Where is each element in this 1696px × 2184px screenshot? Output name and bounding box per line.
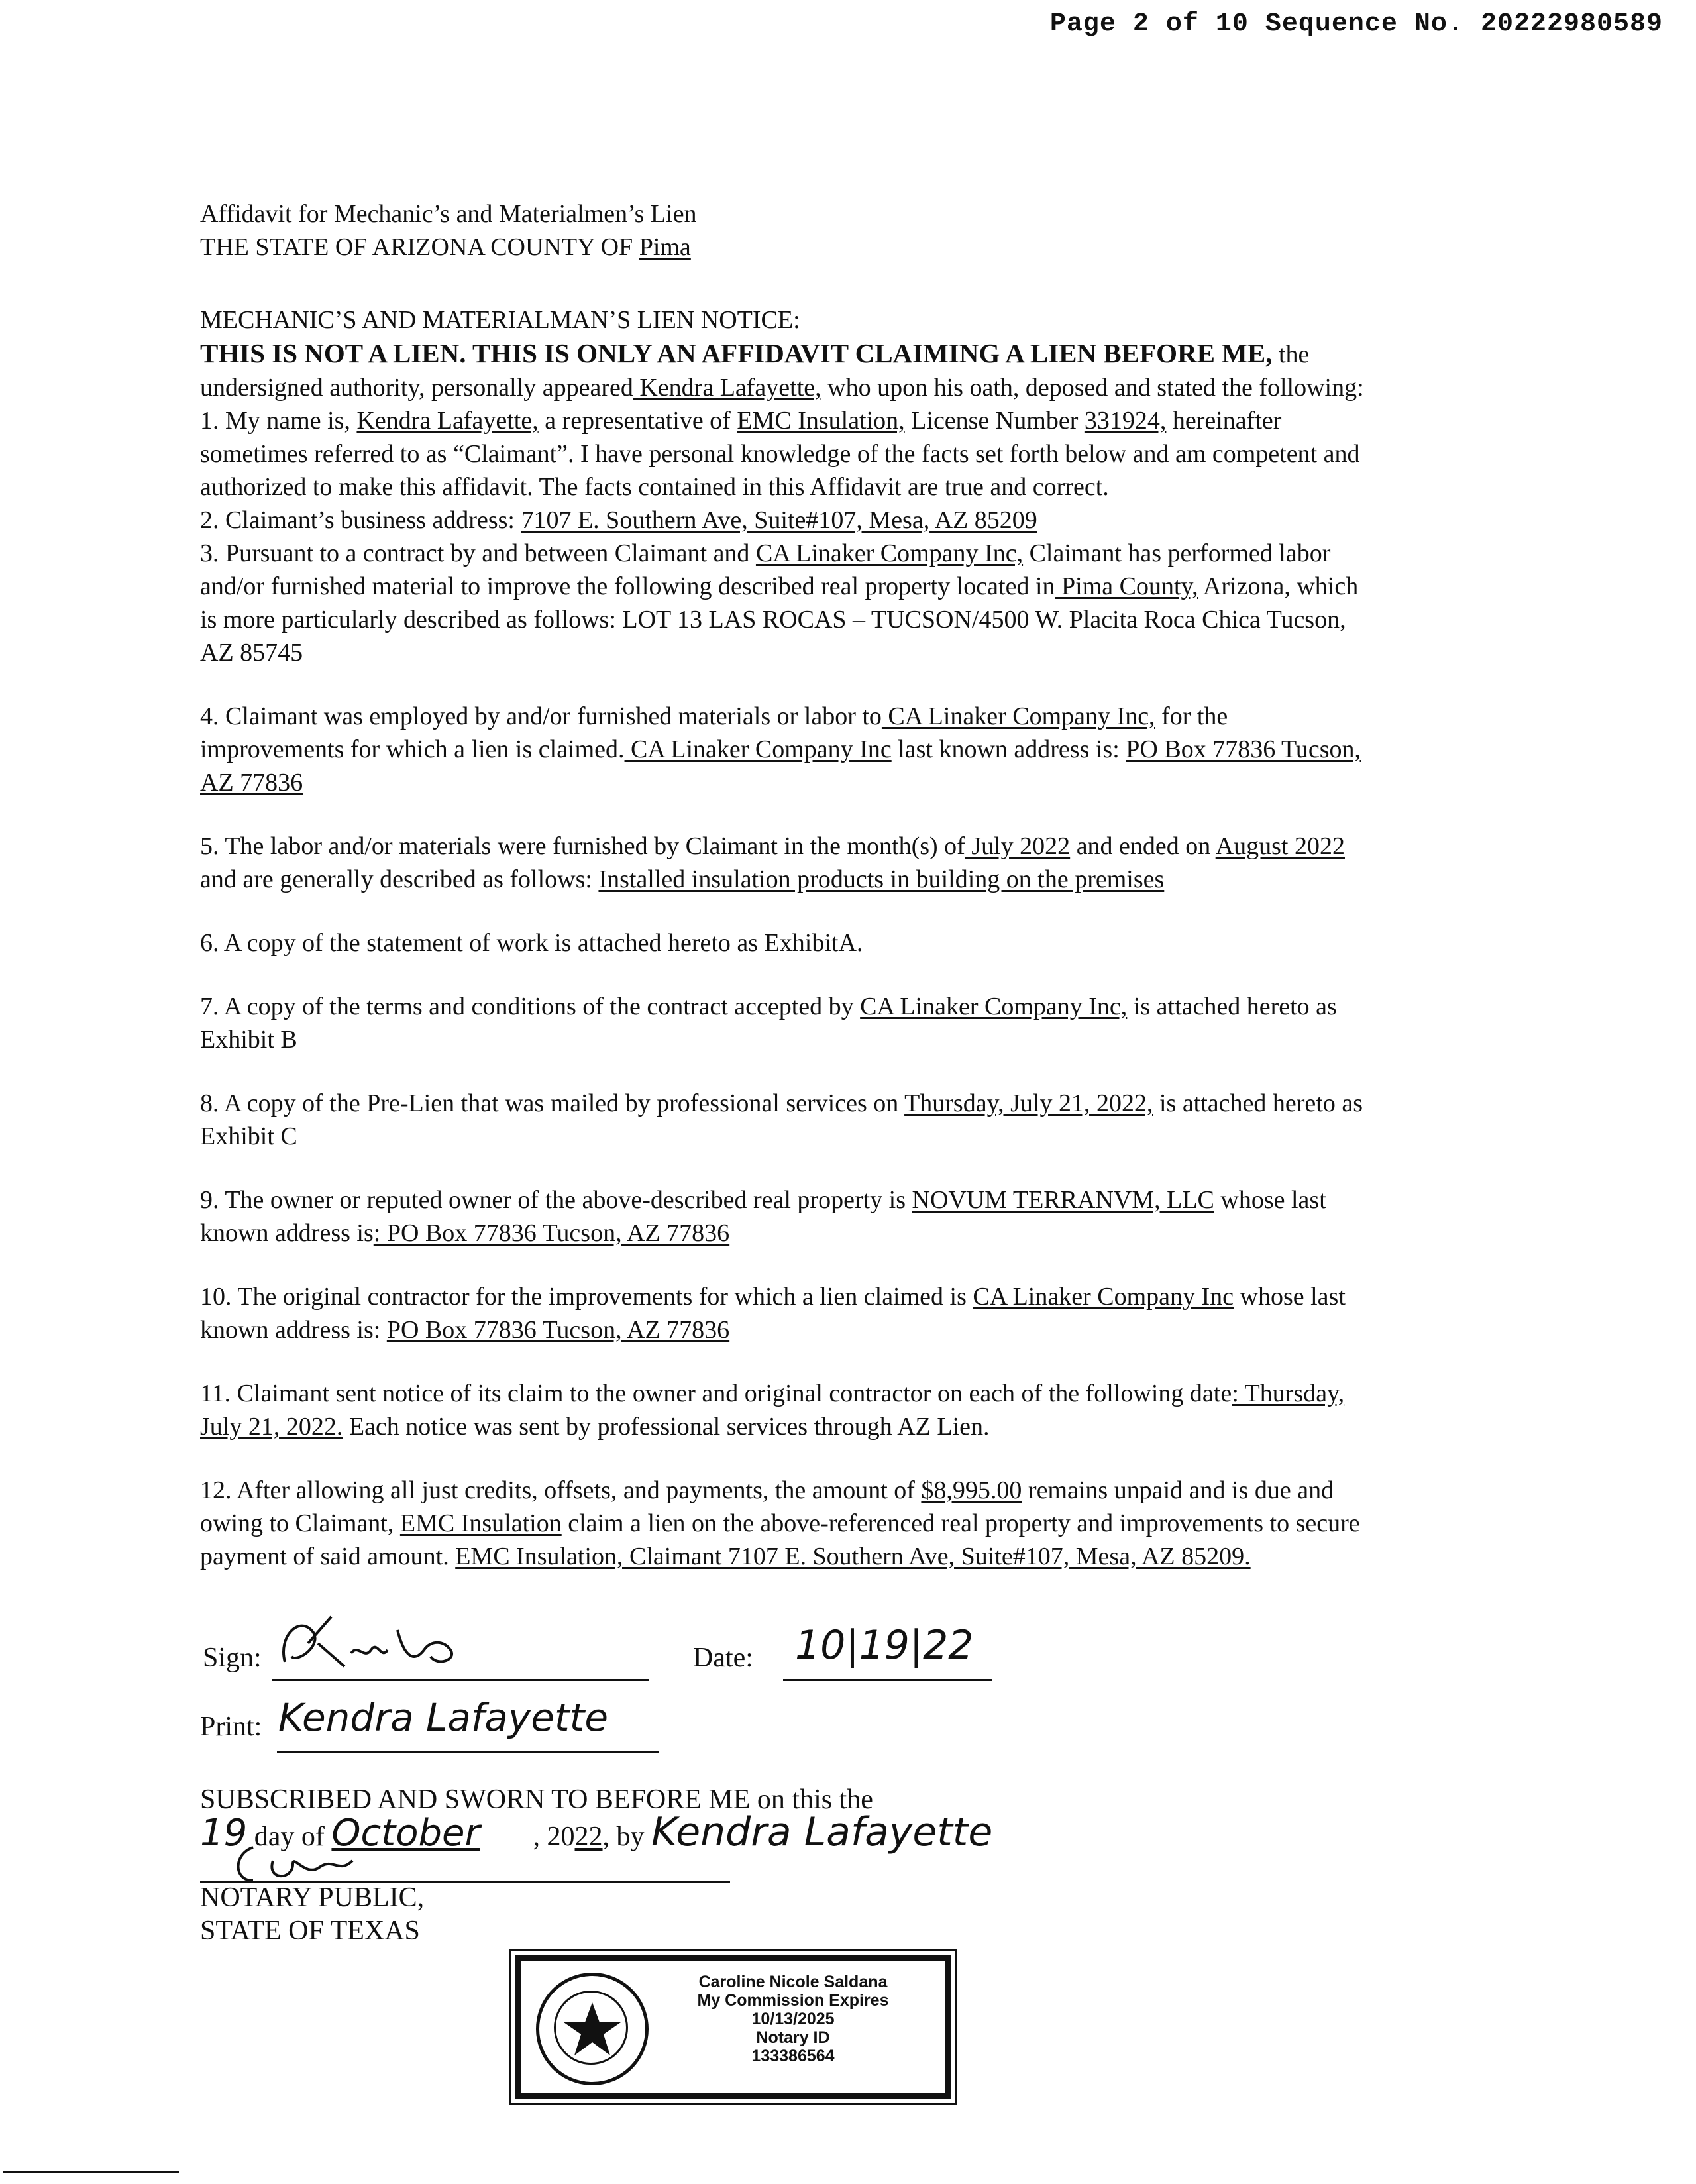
- paragraph-line: [200, 1410, 1489, 1443]
- text: claim a lien on the above-referenced real property and improvements to secure: [561, 1509, 1360, 1537]
- text: License Number: [904, 407, 1085, 435]
- text: for the: [1155, 702, 1228, 730]
- text: a representative of: [538, 407, 737, 435]
- notice-intro: [200, 371, 1489, 404]
- print-line: [277, 1751, 659, 1753]
- intro-text: undersigned authority, personally appeared: [200, 374, 633, 402]
- paragraph-10: [200, 1280, 1489, 1346]
- contractor-name: CA Linaker Company Inc,: [881, 702, 1155, 730]
- handwritten-day: 19: [200, 1812, 248, 1855]
- notice-tail: the: [1272, 341, 1310, 368]
- sworn-line: SUBSCRIBED AND SWORN TO BEFORE ME on this the: [200, 1784, 873, 1815]
- paragraph-line: is more particularly described as follows: LOT 13 LAS ROCAS – TUCSON/4500 W. Placita Roca Chica Tucson,: [200, 606, 1346, 633]
- title-line: Affidavit for Mechanic’s and Materialmen’s Lien: [200, 200, 697, 228]
- page-sequence-header: Page 2 of 10 Sequence No. 20222980589: [1049, 9, 1663, 39]
- paragraph-line: [200, 863, 1489, 896]
- text: 1. My name is,: [200, 407, 357, 435]
- paragraph-line: [200, 830, 1489, 863]
- paragraph-line: [200, 537, 1489, 570]
- paragraph-3: [200, 537, 1489, 669]
- county-value: Pima: [639, 233, 691, 261]
- text: 3. Pursuant to a contract by and between Claimant and: [200, 539, 756, 567]
- paragraph-line: [200, 570, 1489, 603]
- text: 7. A copy of the terms and conditions of the contract accepted by: [200, 993, 861, 1020]
- paragraph-4: [200, 700, 1489, 799]
- text: improvements for which a lien is claimed.: [200, 736, 625, 763]
- commission-expiry: 10/13/2025: [751, 2010, 835, 2028]
- text: 2. Claimant’s business address:: [200, 506, 521, 534]
- contractor-name: CA Linaker Company Inc,: [755, 539, 1024, 567]
- notary-stamp-text: [654, 1973, 932, 2065]
- text: Claimant has performed labor: [1023, 539, 1331, 567]
- claimant-name: Kendra Lafayette,: [356, 407, 539, 435]
- text: 10. The original contractor for the improvements for which a lien claimed is: [200, 1283, 973, 1311]
- text: and ended on: [1070, 832, 1216, 860]
- paragraph-line: Exhibit B: [200, 1026, 297, 1054]
- notary-seal: [536, 1973, 649, 2085]
- sign-line: [272, 1679, 649, 1681]
- text: payment of said amount.: [200, 1543, 456, 1570]
- paragraph-line: [200, 1474, 1489, 1507]
- pre-lien-date: Thursday, July 21, 2022,: [904, 1089, 1153, 1117]
- text: 9. The owner or reputed owner of the above-described real property is: [200, 1186, 912, 1214]
- commission-label: My Commission Expires: [697, 1991, 889, 2010]
- paragraph-line: authorized to make this affidavit. The facts contained in this Affidavit are true and correct.: [200, 473, 1109, 501]
- text: 4. Claimant was employed by and/or furnished materials or labor to: [200, 702, 882, 730]
- text: owing to Claimant,: [200, 1509, 400, 1537]
- notary-id-label: Notary ID: [756, 2028, 830, 2047]
- notice-heading: MECHANIC’S AND MATERIALMAN’S LIEN NOTICE:: [200, 306, 800, 334]
- paragraph-line: sometimes referred to as “Claimant”. I have personal knowledge of the facts set forth below and am competent and: [200, 440, 1360, 468]
- text: Arizona, which: [1198, 573, 1359, 600]
- notary-public-label: NOTARY PUBLIC,: [200, 1883, 425, 1913]
- star-icon: [559, 1996, 625, 2062]
- print-label: Print:: [200, 1712, 262, 1742]
- notary-name: Caroline Nicole Saldana: [698, 1973, 888, 1991]
- paragraph-line: [200, 766, 1489, 799]
- handwritten-print-name: Kendra Lafayette: [278, 1695, 609, 1740]
- text: last known address is:: [891, 736, 1126, 763]
- paragraph-line: Exhibit C: [200, 1122, 297, 1150]
- unpaid-amount: $8,995.00: [921, 1476, 1022, 1504]
- text: known address is:: [200, 1316, 387, 1344]
- text: whose last: [1214, 1186, 1326, 1214]
- paragraph-5: [200, 830, 1489, 896]
- paragraph-line: [200, 1217, 1489, 1250]
- notice-bold-line: [200, 337, 1489, 371]
- paragraph-line: [200, 1280, 1489, 1313]
- contractor-address: AZ 77836: [200, 769, 303, 796]
- text: remains unpaid and is due and: [1022, 1476, 1334, 1504]
- state-county-line: [200, 231, 1489, 264]
- handwritten-notarized-name: Kendra Lafayette: [651, 1809, 993, 1855]
- notice-date: : Thursday,: [1232, 1380, 1345, 1407]
- text: hereinafter: [1166, 407, 1282, 435]
- end-month: August 2022: [1215, 832, 1345, 860]
- text: 8. A copy of the Pre-Lien that was mailed by professional services on: [200, 1089, 905, 1117]
- date-line: [783, 1679, 992, 1681]
- affidavit-title: [200, 197, 1489, 264]
- text: is attached hereto as: [1127, 993, 1337, 1020]
- license-number: 331924,: [1084, 407, 1167, 435]
- state-county-label: THE STATE OF ARIZONA COUNTY OF: [200, 233, 639, 261]
- paragraph-line: [200, 1540, 1489, 1573]
- paragraph-line: [200, 1183, 1489, 1217]
- paragraph-1: [200, 404, 1489, 504]
- year-prefix: , 20: [533, 1822, 575, 1852]
- owner-name: NOVUM TERRANVM, LLC: [912, 1186, 1214, 1214]
- text: is attached hereto as: [1153, 1089, 1363, 1117]
- handwritten-signature: [272, 1610, 470, 1676]
- not-a-lien-statement: THIS IS NOT A LIEN. THIS IS ONLY AN AFFIDAVIT CLAIMING A LIEN BEFORE ME,: [200, 338, 1273, 368]
- paragraph-7: [200, 990, 1489, 1056]
- date-label: Date:: [693, 1643, 753, 1673]
- notary-id: 133386564: [751, 2047, 835, 2065]
- paragraph-line: [200, 1313, 1489, 1346]
- intro-text-b: who upon his oath, deposed and stated the following:: [821, 374, 1364, 402]
- paragraph-6: [200, 926, 1489, 959]
- text: known address is: [200, 1219, 374, 1247]
- by-label: , by: [602, 1822, 652, 1852]
- paragraph-2: [200, 504, 1489, 537]
- text: 12. After allowing all just credits, offsets, and payments, the amount of: [200, 1476, 922, 1504]
- text: Each notice was sent by professional services through AZ Lien.: [343, 1413, 990, 1441]
- claimant-address: EMC Insulation, Claimant 7107 E. Southern Ave, Suite#107, Mesa, AZ 85209.: [455, 1543, 1251, 1570]
- text: and are generally described as follows:: [200, 865, 599, 893]
- paragraph-line: [200, 404, 1489, 437]
- business-address: 7107 E. Southern Ave, Suite#107, Mesa, AZ 85209: [521, 506, 1037, 534]
- paragraph-line: [200, 990, 1489, 1023]
- paragraph-line: AZ 85745: [200, 639, 303, 667]
- start-month: July 2022: [965, 832, 1071, 860]
- paragraph-12: [200, 1474, 1489, 1573]
- work-description: Installed insulation products in building on the premises: [598, 865, 1165, 893]
- contractor-name: CA Linaker Company Inc,: [860, 993, 1128, 1020]
- contractor-name: CA Linaker Company Inc: [973, 1283, 1234, 1311]
- paragraph-line: 6. A copy of the statement of work is attached hereto as ExhibitA.: [200, 929, 863, 957]
- sign-label: Sign:: [203, 1643, 262, 1673]
- property-county: Pima County,: [1055, 573, 1198, 600]
- contractor-address: PO Box 77836 Tucson,: [1126, 736, 1361, 763]
- handwritten-date: 10|19|22: [795, 1622, 974, 1668]
- contractor-address: PO Box 77836 Tucson, AZ 77836: [386, 1316, 730, 1344]
- notary-stamp: [515, 1955, 951, 2099]
- day-of-label: day of: [247, 1822, 332, 1852]
- paragraph-line: [200, 1087, 1489, 1120]
- text: 5. The labor and/or materials were furnished by Claimant in the month(s) of: [200, 832, 965, 860]
- handwritten-month: October: [331, 1812, 480, 1855]
- text: whose last: [1234, 1283, 1346, 1311]
- paragraph-line: [200, 700, 1489, 733]
- paragraph-11: [200, 1377, 1489, 1443]
- intro-name: Kendra Lafayette,: [633, 374, 822, 402]
- notary-state-label: STATE OF TEXAS: [200, 1916, 420, 1946]
- claimant-company: EMC Insulation,: [737, 407, 905, 435]
- footer-rule: [3, 2171, 179, 2173]
- affidavit-body: [200, 303, 1489, 1573]
- paragraph-line: [200, 733, 1489, 766]
- text: and/or furnished material to improve the following described real property located in: [200, 573, 1055, 600]
- paragraph-line: [200, 1507, 1489, 1540]
- year-value: 22: [574, 1822, 603, 1852]
- text: 11. Claimant sent notice of its claim to the owner and original contractor on each of the following date: [200, 1380, 1232, 1407]
- paragraph-8: [200, 1087, 1489, 1153]
- paragraph-9: [200, 1183, 1489, 1250]
- notice-date: July 21, 2022.: [200, 1413, 343, 1441]
- owner-address: : PO Box 77836 Tucson, AZ 77836: [373, 1219, 730, 1247]
- contractor-name: CA Linaker Company Inc: [624, 736, 892, 763]
- paragraph-line: [200, 1377, 1489, 1410]
- claimant-company: EMC Insulation: [399, 1509, 562, 1537]
